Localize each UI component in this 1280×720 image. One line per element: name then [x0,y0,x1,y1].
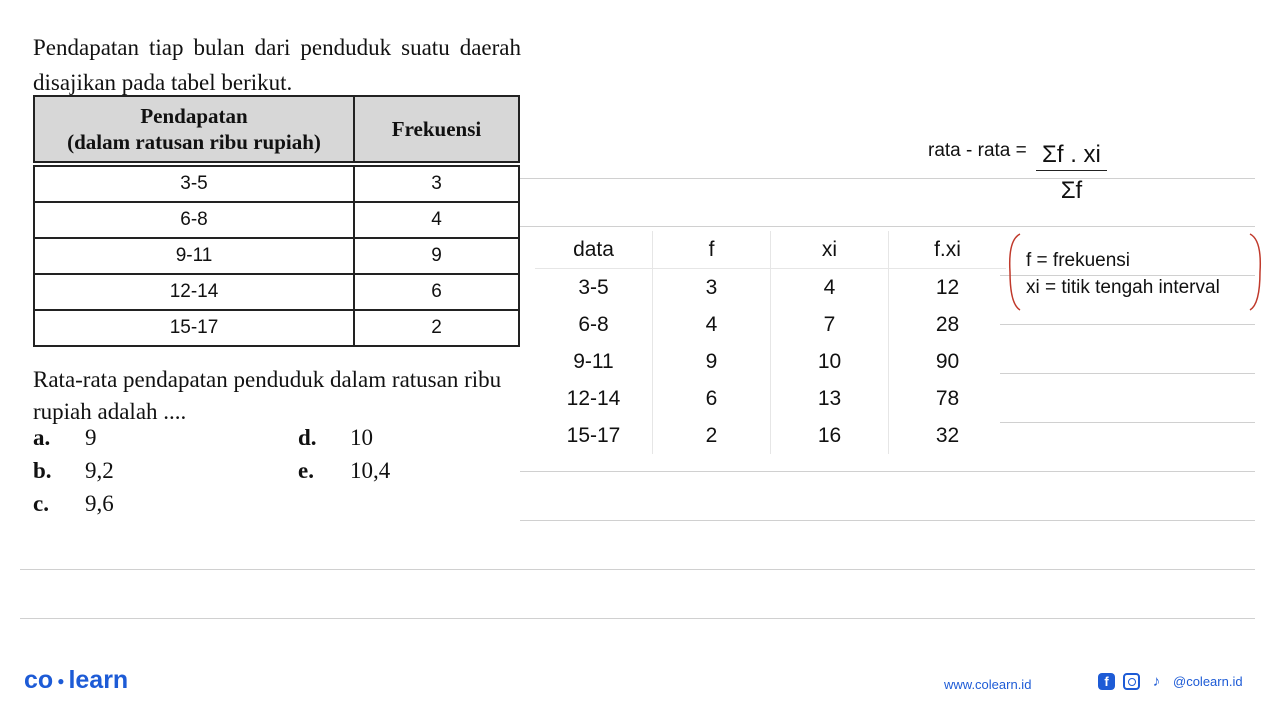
facebook-icon[interactable]: f [1098,673,1115,690]
column-header-data: data [535,231,653,269]
table-row [535,417,1006,454]
cell-fxi: 90 [889,343,1007,380]
frequency-value: 6 [354,274,519,310]
formula-numerator: Σf . xi [1036,140,1107,171]
income-column-header: Pendapatan (dalam ratusan ribu rupiah) [34,96,354,162]
colearn-logo: co ● learn [24,666,129,694]
table-row [535,380,1006,417]
table-row [34,274,519,310]
left-bracket-icon [1006,232,1022,312]
tiktok-icon[interactable]: ♪ [1152,673,1161,690]
ruled-line [20,618,1255,619]
legend-notes [1026,247,1220,301]
option-value: 10 [350,425,373,450]
note-f: f = frekuensi [1026,250,1131,271]
ruled-line [20,569,1255,570]
table-row [34,202,519,238]
option-c[interactable] [33,491,114,517]
ruled-line [1000,373,1255,374]
note-xi: xi = titik tengah interval [1026,277,1220,298]
option-value: 9,6 [85,491,114,516]
cell-f: 6 [653,380,771,417]
cell-f: 9 [653,343,771,380]
frequency-column-header: Frekuensi [354,96,519,162]
option-letter: b. [33,458,52,483]
table-row [535,343,1006,380]
income-range: 3-5 [34,166,354,202]
social-links [1098,673,1243,690]
cell-xi: 16 [771,417,889,454]
cell-data: 6-8 [578,312,609,336]
social-handle[interactable]: @colearn.id [1173,674,1243,689]
right-bracket-icon [1248,232,1264,312]
frequency-value: 2 [354,310,519,346]
income-range: 12-14 [34,274,354,310]
cell-xi: 4 [771,269,889,307]
cell-xi: 13 [771,380,889,417]
frequency-value: 3 [354,166,519,202]
table-row [535,269,1006,307]
income-range: 15-17 [34,310,354,346]
column-header-xi: xi [771,231,889,269]
cell-data: 12-14 [566,386,621,410]
cell-f: 4 [653,306,771,343]
table-row [34,166,519,202]
cell-data: 15-17 [566,423,621,447]
option-letter: e. [298,458,314,483]
ruled-line [520,520,1255,521]
ruled-line [1000,422,1255,423]
option-value: 10,4 [350,458,391,483]
cell-fxi: 32 [889,417,1007,454]
option-e[interactable] [298,458,390,484]
table-header-row [535,231,1006,269]
income-range: 6-8 [34,202,354,238]
option-value: 9 [85,425,97,450]
option-letter: d. [298,425,317,450]
formula-label: rata - rata = [928,140,1027,161]
website-link[interactable]: www.colearn.id [944,677,1032,692]
cell-data: 9-11 [573,349,614,373]
instagram-icon[interactable] [1123,673,1140,690]
cell-fxi: 28 [889,306,1007,343]
option-b[interactable] [33,458,114,484]
frequency-value: 9 [354,238,519,274]
question-text: Rata-rata pendapatan penduduk dalam ratusan ribu rupiah adalah .... [33,367,502,424]
option-letter: c. [33,491,49,516]
cell-xi: 10 [771,343,889,380]
option-value: 9,2 [85,458,114,483]
worked-calculation-table [535,231,1006,454]
cell-xi: 7 [771,306,889,343]
mean-formula [928,140,1107,211]
option-a[interactable] [33,425,97,451]
ruled-line [520,178,1255,179]
frequency-value: 4 [354,202,519,238]
cell-fxi: 12 [889,269,1007,307]
problem-intro: Pendapatan tiap bulan dari penduduk suatu daerah disajikan pada tabel berikut. [33,35,521,95]
table-row [34,238,519,274]
column-header-fxi: f.xi [889,231,1007,269]
cell-f: 3 [653,269,771,307]
cell-fxi: 78 [889,380,1007,417]
income-range: 9-11 [34,238,354,274]
table-row [535,306,1006,343]
option-letter: a. [33,425,51,450]
table-row [34,310,519,346]
option-d[interactable] [298,425,373,451]
ruled-line [520,226,1255,227]
ruled-line [520,471,1255,472]
ruled-line [1000,324,1255,325]
cell-f: 2 [653,417,771,454]
income-frequency-table [33,95,520,347]
cell-data: 3-5 [578,275,609,299]
formula-denominator: Σf [1060,177,1083,204]
column-header-f: f [653,231,771,269]
